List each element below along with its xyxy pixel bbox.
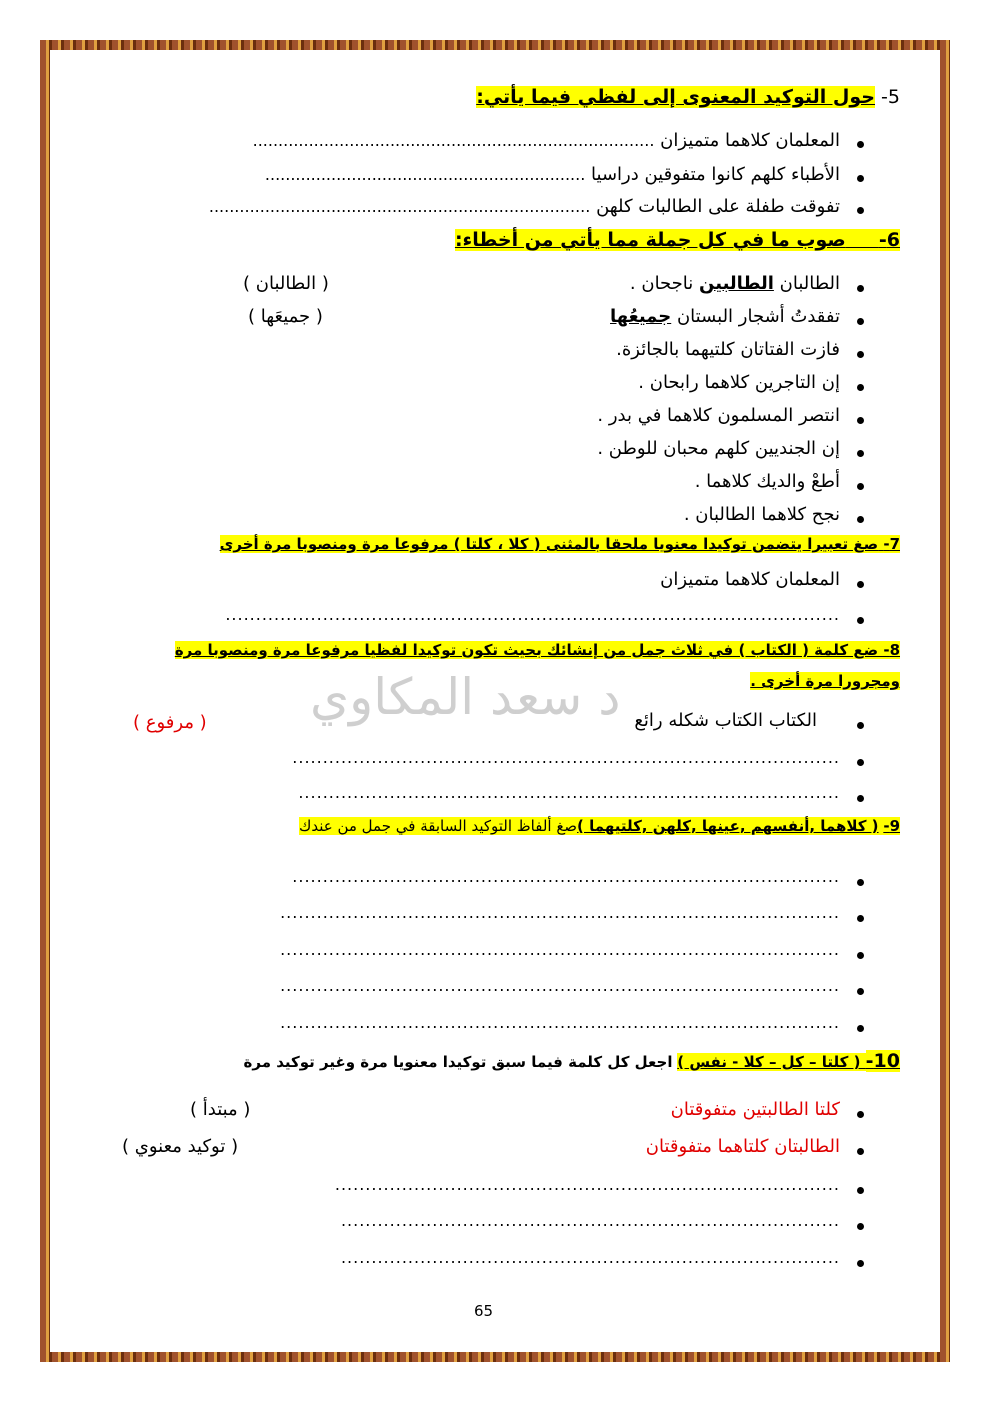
q5-item-1: المعلمان كلاهما متميزان ............................................................................... — [252, 130, 840, 151]
bullet — [857, 141, 864, 148]
q6-item-6: إن الجنديين كلهم محبان للوطن . — [597, 438, 840, 459]
bullet — [857, 759, 864, 766]
q10-answer-2: ( توكيد معنوي ) — [122, 1136, 239, 1157]
q6-answer-2: ( جميعَها ) — [248, 306, 323, 327]
bullet — [857, 351, 864, 358]
question-8-title-line-2: ومجرورا مرة أخرى . — [750, 672, 900, 690]
question-8-title-line-1: 8- ضع كلمة ( الكتاب ) في ثلاث جمل من إنشائك بحيث تكون توكيدا لفظيا مرفوعا مرة ومنصوبا مرة — [174, 641, 900, 659]
q9-answer-line-2: ............................................................................................ — [280, 903, 840, 922]
bullet — [857, 915, 864, 922]
bullet — [857, 952, 864, 959]
q6-item-1: الطالبان الطالبين ناجحان . — [629, 273, 840, 294]
q6-item-3: فازت الفتاتان كلتيهما بالجائزة. — [616, 339, 840, 360]
q9-answer-line-1: .......................................................................................... — [292, 867, 840, 886]
q10-item-2: الطالبتان كلتاهما متفوقتان — [645, 1136, 840, 1157]
q8-item-1: الكتاب الكتاب شكله رائع — [634, 710, 817, 731]
q6-item-5: انتصر المسلمون كلاهما في بدر . — [597, 405, 840, 426]
bullet — [857, 516, 864, 523]
q10-item-1: كلتا الطالبتين متفوقتان — [670, 1099, 840, 1120]
q6-answer-1: ( الطالبان ) — [243, 273, 329, 294]
bullet — [857, 617, 864, 624]
q9-answer-line-5: ............................................................................................ — [280, 1013, 840, 1032]
bullet — [857, 417, 864, 424]
q9-answer-line-4: ............................................................................................ — [280, 976, 840, 995]
bullet — [857, 1187, 864, 1194]
q6-item-2: تفقدتُ أشجار البستان جميعُها — [610, 306, 840, 327]
q10-answer-1: ( مبتدأ ) — [190, 1099, 251, 1120]
bullet — [857, 988, 864, 995]
bullet — [857, 722, 864, 729]
q8-answer-line-1: .......................................................................................... — [292, 748, 840, 767]
bullet — [857, 879, 864, 886]
bullet — [857, 1025, 864, 1032]
bullet — [857, 1260, 864, 1267]
question-7-title: 7- صغ تعبيرا يتضمن توكيدا معنويا ملحقا بالمثنى ( كلا ، كلتا ) مرفوعا مرة ومنصوبا مرة أخرى — [219, 535, 900, 553]
question-6-title: 6- صوب ما في كل جملة مما يأتي من أخطاء: — [454, 229, 900, 251]
q6-item-7: أطعْ والديك كلاهما . — [694, 471, 840, 492]
bullet — [857, 450, 864, 457]
q7-item-1: المعلمان كلاهما متميزان — [660, 569, 840, 590]
bullet — [857, 318, 864, 325]
q9-answer-line-3: ............................................................................................ — [280, 940, 840, 959]
q8-answer-line-2: ......................................................................................... — [298, 783, 840, 802]
question-9-title: 9- ( كلاهما ,أنفسهم ,عينها ,كلهن ,كلتيهما )صغ ألفاظ التوكيد السابقة في جمل من عندك — [298, 817, 900, 835]
bullet — [857, 1223, 864, 1230]
q6-item-4: إن التاجرين كلاهما رابحان . — [638, 372, 840, 393]
watermark: د سعد المكاوي — [310, 668, 621, 726]
bullet — [857, 1148, 864, 1155]
q7-answer-line: ..................................................................................................... — [225, 605, 840, 624]
q10-answer-line-3: .................................................................................. — [340, 1248, 840, 1267]
bullet — [857, 1111, 864, 1118]
bullet — [857, 285, 864, 292]
bullet — [857, 175, 864, 182]
q10-answer-line-2: .................................................................................. — [340, 1211, 840, 1230]
bullet — [857, 795, 864, 802]
bullet — [857, 483, 864, 490]
q6-item-8: نجح كلاهما الطالبان . — [683, 504, 840, 525]
q8-answer-1: ( مرفوع ) — [133, 712, 207, 733]
q10-answer-line-1: ................................................................................... — [334, 1175, 840, 1194]
bullet — [857, 384, 864, 391]
bullet — [857, 207, 864, 214]
q5-item-2: الأطباء كلهم كانوا متفوقين دراسيا ............................................................... — [264, 164, 840, 185]
question-10-title: 10- ( كلتا – كل – كلا - نفس ) اجعل كل كلمة فيما سبق توكيدا معنويا مرة وغير توكيد مرة — [243, 1050, 900, 1072]
bullet — [857, 581, 864, 588]
page-number: 65 — [474, 1302, 494, 1320]
q5-item-3: تفوقت طفلة على الطالبات كلهن ........................................................................... — [208, 196, 840, 217]
question-5-title: 5- حول التوكيد المعنوى إلى لفظي فيما يأتي: — [476, 86, 900, 108]
